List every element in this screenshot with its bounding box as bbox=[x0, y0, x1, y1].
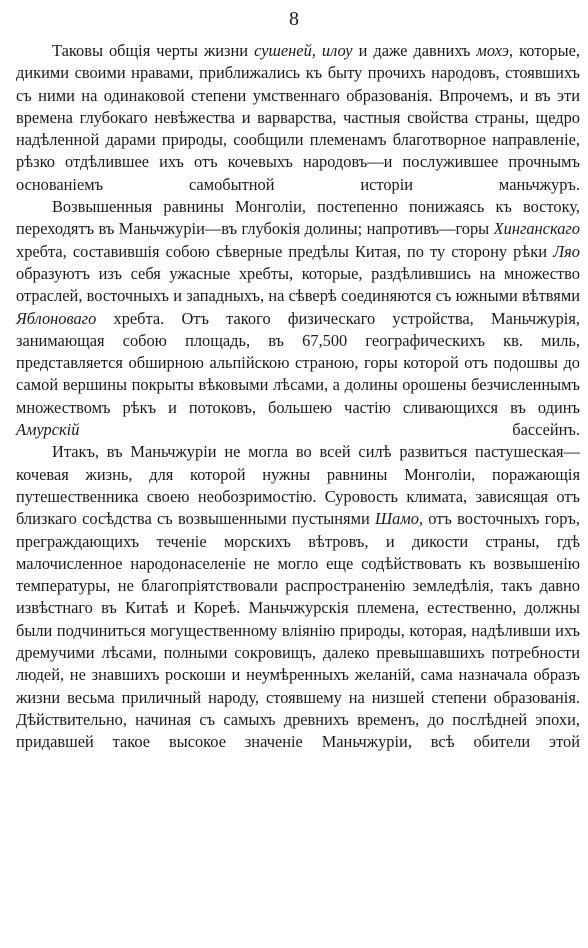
italic-term: Хинганскаго bbox=[493, 219, 580, 239]
text-segment: Таковы общiя черты жизни bbox=[52, 41, 255, 60]
italic-term: мохэ, bbox=[476, 41, 514, 60]
paragraph-2 bbox=[16, 196, 580, 441]
italic-term: Шамо, bbox=[375, 509, 424, 529]
text-segment: бассейнъ. bbox=[79, 420, 580, 440]
text-segment: Возвышенныя равнины Монголiи, постепенно понижаясь къ востоку, переходятъ въ Маньчжурiи—въ глубокiя долины; напротивъ—горы bbox=[16, 197, 580, 239]
text-segment: хребта. Отъ такого физическаго устройства, Маньчжурiя, занимающая собою площадь, въ 67,500 географическихъ кв. миль, представляется обширною альпiйскою страною, горы которой отъ подошвы до самой вершины покрыты вѣковыми лѣсами, а долины орошены безчисленнымъ множествомъ рѣкъ и потоковъ, большею частiю сливающихся въ одинъ bbox=[16, 308, 580, 417]
page-number: 8 bbox=[289, 8, 299, 30]
text-segment: хребта, составившiя собою сѣверные предѣлы Китая, по ту сторону рѣки bbox=[16, 241, 554, 261]
italic-term: Яблоноваго bbox=[16, 308, 97, 328]
text-segment: отъ восточныхъ горъ, преграждающихъ теченiе морскихъ вѣтровъ, и дикости страны, гдѣ малочисленное народонаселенiе не могло еще содѣйствовать къ возвышенiю температуры, не благопрiятствовали распространенiю земледѣлiя, такъ давно извѣстнаго въ Китаѣ и Кореѣ. Маньчжурскiя племена, естественно, должны были подчиниться могущественному влiянiю природы, которая, надѣливши ихъ дремучими лѣсами, полными сокровищъ, далеко превышавшихъ потребности людей, не знавшихъ роскоши и неумѣренныхъ желанiй, сама назначала образъ жизни весьма приличный народу, стоявшему на низшей степени образованiя. Дѣйствительно, начиная съ самыхъ древнихъ временъ, до послѣдней эпохи, придавшей такое высокое значенiе Маньчжурiи, всѣ обители этой bbox=[16, 509, 580, 752]
text-segment: образуютъ изъ себя ужасные хребты, которые, раздѣлившись на множество отраслей, восточныхъ и западныхъ, на сѣверѣ соединяются съ южными вѣтвями bbox=[16, 263, 580, 306]
paragraph-3 bbox=[16, 441, 580, 753]
text-segment: которые, дикими своими нравами, приближались къ быту прочихъ народовъ, стоявшихъ съ ними на одинаковой степени умственнаго образованiя. Впрочемъ, и въ эти времена глубокаго невѣжества и варварства, частныя свойства страны, щедро надѣленной дарами природы, сообщили племенамъ благотворное направленiе, рѣзко отдѣлившее ихъ отъ кочевыхъ народовъ—и послужившее прочнымъ основанiемъ самобытной исторiи маньчжуръ. bbox=[16, 41, 580, 194]
italic-term: сушеней, илоу bbox=[254, 41, 353, 60]
text-segment: Итакъ, въ Маньчжурiи не могла во всей силѣ развиться пастушеская—кочевая жизнь, для которой нужны равнины Монголiи, поражающiя путешественника своею необозримостiю. Суровость климата, зависящая отъ близкаго сосѣдства съ возвышенными пустынями bbox=[16, 442, 580, 529]
italic-term: Амурскiй bbox=[16, 420, 80, 440]
text-segment: и даже давнихъ bbox=[352, 41, 477, 60]
paragraph-1 bbox=[16, 40, 580, 196]
italic-term: Ляо bbox=[553, 241, 580, 261]
body-text bbox=[16, 40, 580, 754]
